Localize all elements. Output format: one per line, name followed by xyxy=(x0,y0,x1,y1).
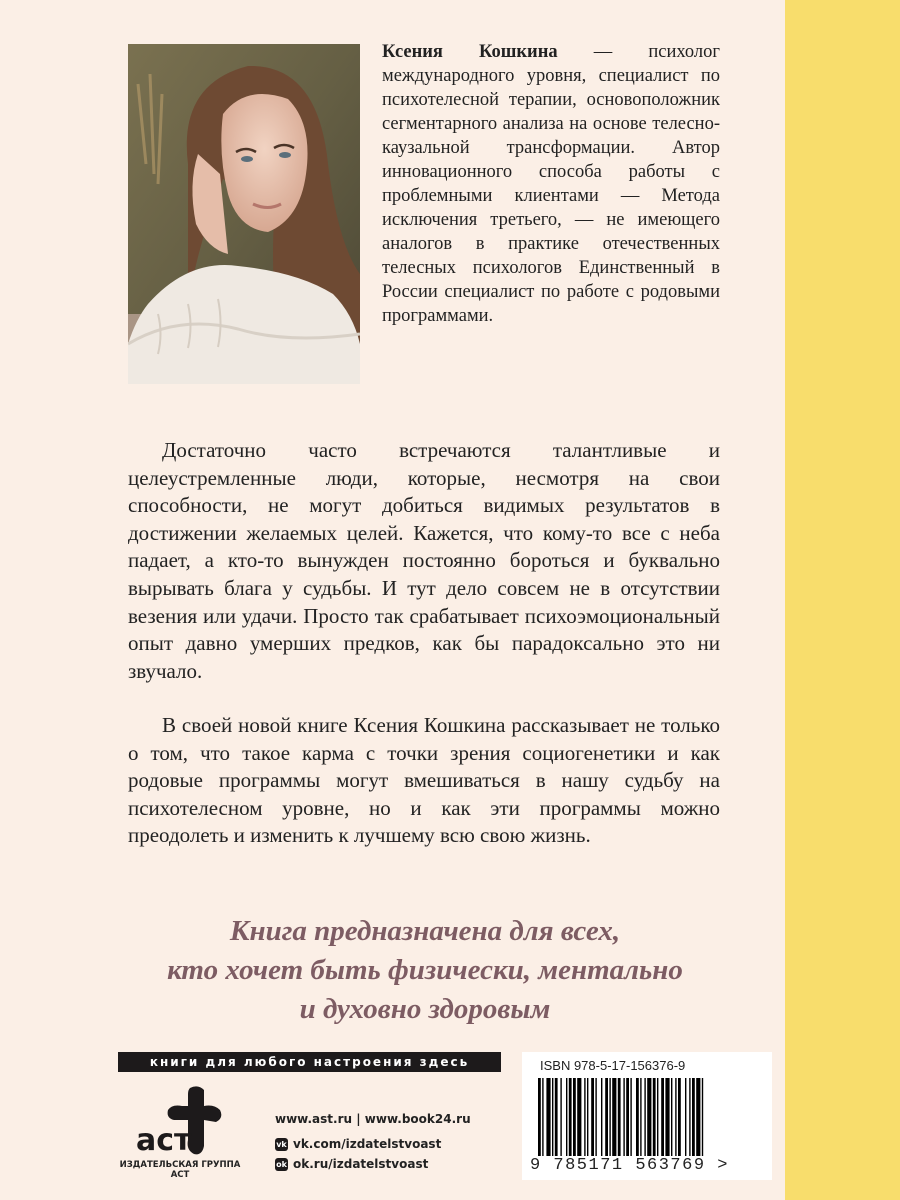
barcode xyxy=(538,1078,758,1156)
vk-icon: vk xyxy=(276,1139,287,1149)
ast-logo xyxy=(132,1084,226,1158)
tagline-line-3: и духовно здоровым xyxy=(299,993,551,1025)
description-paragraph-2: В своей новой книге Ксения Кошкина рассказывает не только о том, что такое карма с точки зрения социогенетики и как родовые программы могут вмешиваться в нашу судьбу на психотелесном уровне, но и как эти программы можно преодолеть и изменить к лучшему всю свою жизнь. xyxy=(128,713,720,848)
ok-link-text[interactable]: ok.ru/izdatelstvoast xyxy=(293,1157,429,1171)
spine-stripe xyxy=(785,0,900,1200)
logo-text: аст xyxy=(136,1123,192,1158)
author-photo xyxy=(128,44,360,384)
isbn-label: ISBN 978-5-17-156376-9 xyxy=(540,1058,686,1073)
ok-icon: ok xyxy=(276,1159,287,1169)
vk-link[interactable] xyxy=(275,1137,441,1151)
author-bio-text: — психолог международного уровня, специалист по психотелесной терапии, основоположник сегментарного анализа на основе телесно-каузальной трансформации. Автор инновационного способа работы с проблемными клиентами — Метода исключения третьего, — не имеющего аналогов в практике отечественных телесных психологов Единственный в России специалист по работе с родовыми программами. xyxy=(382,42,720,326)
author-bio xyxy=(382,40,720,328)
tagline-line-1: Книга предназначена для всех, xyxy=(229,915,621,947)
publisher-banner: книги для любого настроения здесь xyxy=(118,1052,501,1072)
tagline xyxy=(110,912,740,1029)
author-name: Ксения Кошкина xyxy=(382,42,558,62)
description-paragraph-1: Достаточно часто встречаются талантливые и целеустремленные люди, которые, несмотря на свои способности, не могут добиться видимых результатов в достижении желаемых целей. Кажется, что кому-то все с неба падает, а кто-то вынужден постоянно бороться и буквально вырывать блага у судьбы. И тут дело совсем не в отсутствии везения или удачи. Просто так срабатывает психоэмоциональный опыт давно умерших предков, как бы парадоксально это ни звучало. xyxy=(128,438,720,683)
barcode-digits: 9 785171 563769 > xyxy=(530,1156,729,1175)
publisher-websites[interactable]: www.ast.ru | www.book24.ru xyxy=(275,1112,471,1126)
isbn-barcode-block xyxy=(522,1052,772,1180)
publisher-caption: ИЗДАТЕЛЬСКАЯ ГРУППА АСТ xyxy=(119,1160,241,1180)
ok-link[interactable] xyxy=(275,1157,428,1171)
vk-link-text[interactable]: vk.com/izdatelstvoast xyxy=(293,1137,442,1151)
tagline-line-2: кто хочет быть физически, ментально xyxy=(167,954,683,986)
